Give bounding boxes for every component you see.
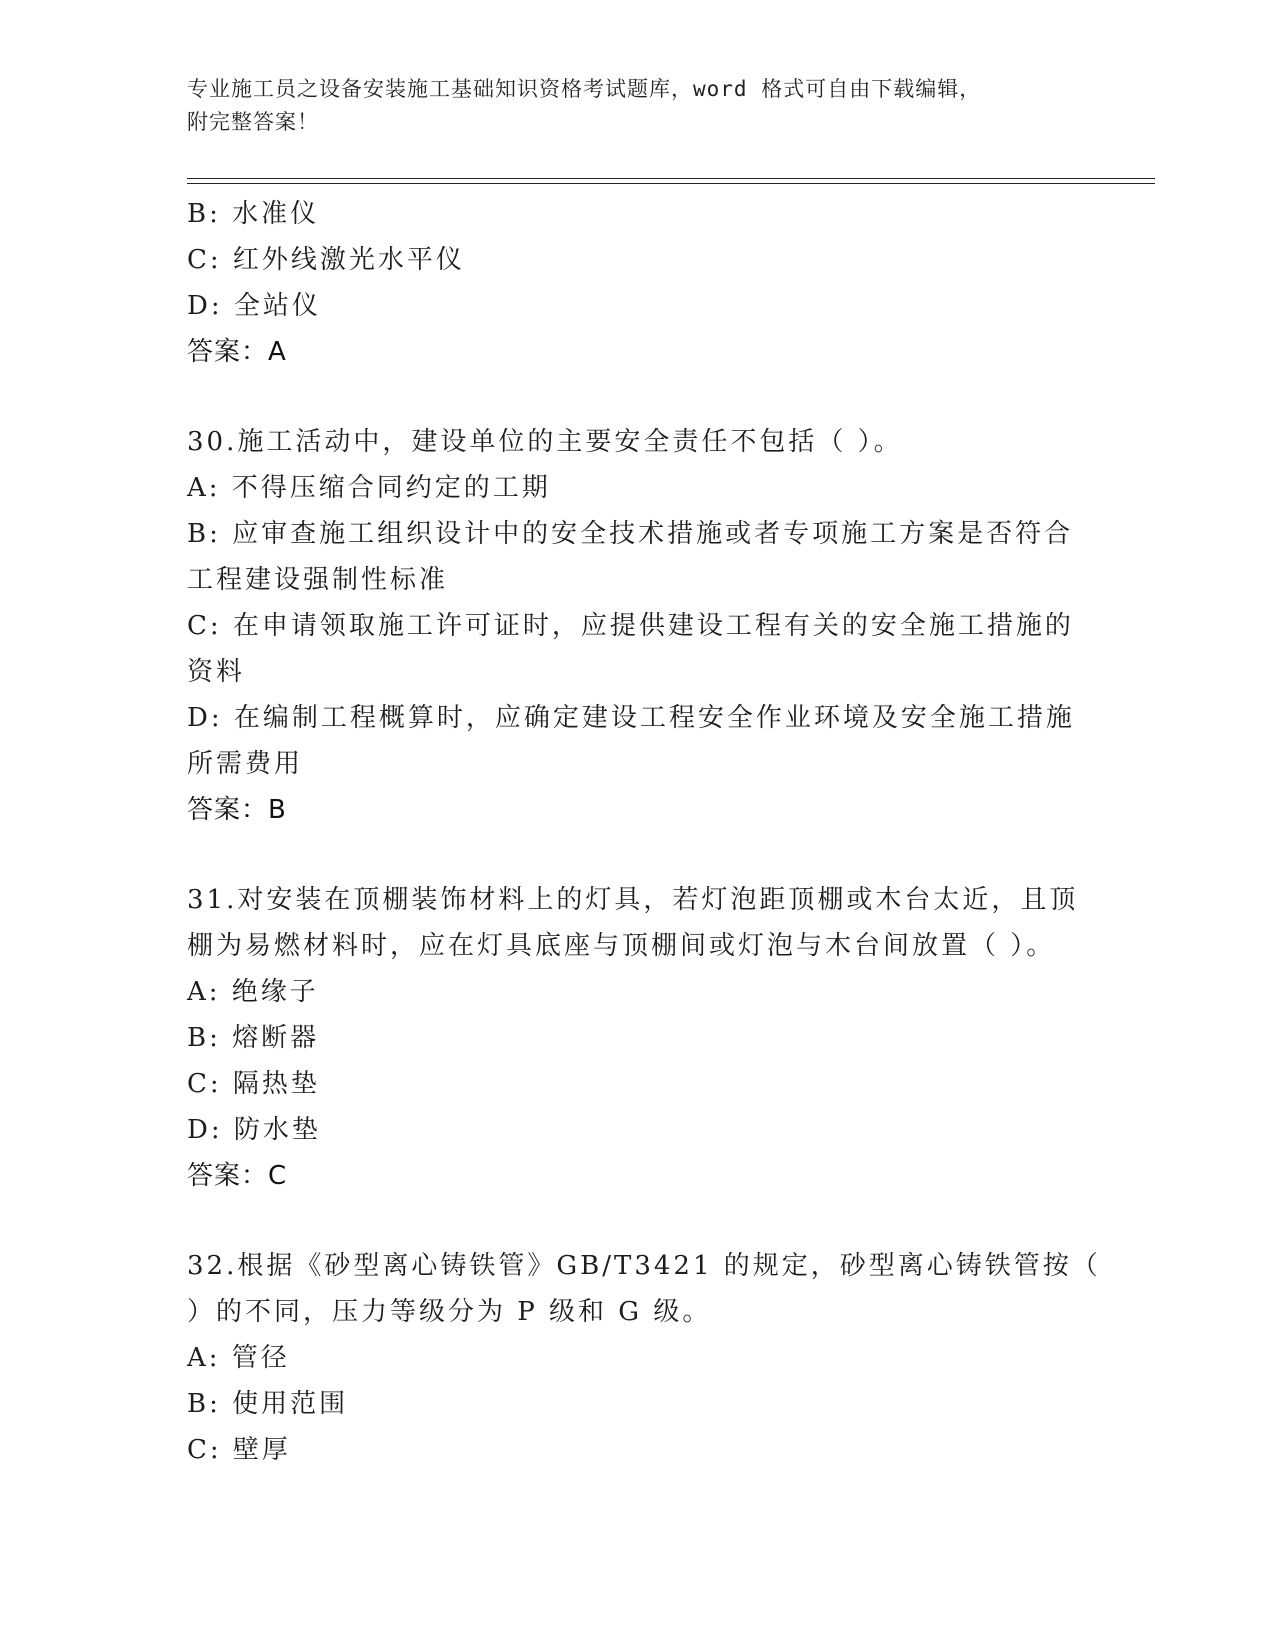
q30-option-a: A: 不得压缩合同约定的工期 xyxy=(187,473,551,503)
q31-option-d: D: 防水垫 xyxy=(187,1115,321,1145)
q29-answer: 答案：A xyxy=(187,337,287,367)
q30-option-d-line-2: 所需费用 xyxy=(187,749,304,779)
q29-option-d: D: 全站仪 xyxy=(187,291,321,321)
question-29-block xyxy=(187,191,1087,375)
question-list xyxy=(187,191,1101,1473)
spacer xyxy=(187,375,1087,419)
spacer xyxy=(187,1199,1087,1243)
q30-option-c-line-2: 资料 xyxy=(187,657,246,687)
header-divider-top xyxy=(187,178,1155,179)
q32-option-a: A: 管径 xyxy=(187,1343,290,1373)
q30-option-b-line-2: 工程建设强制性标准 xyxy=(187,565,449,595)
q32-stem-line-1: 32.根据《砂型离心铸铁管》GB/T3421 的规定，砂型离心铸铁管按（ xyxy=(187,1251,1101,1281)
spacer xyxy=(187,833,1087,877)
q31-option-c: C: 隔热垫 xyxy=(187,1069,320,1099)
q30-option-b-line-1: B: 应审查施工组织设计中的安全技术措施或者专项施工方案是否符合 xyxy=(187,519,1074,549)
question-32-block xyxy=(187,1243,1101,1473)
q31-stem-line-1: 31.对安装在顶棚装饰材料上的灯具，若灯泡距顶棚或木台太近，且顶 xyxy=(187,885,1079,915)
q30-option-d-line-1: D: 在编制工程概算时，应确定建设工程安全作业环境及安全施工措施 xyxy=(187,703,1075,733)
question-30-block xyxy=(187,419,1087,833)
q32-option-b: B: 使用范围 xyxy=(187,1389,349,1419)
header-note-line-2: 附完整答案！ xyxy=(187,110,319,134)
q30-option-c-line-1: C: 在申请领取施工许可证时，应提供建设工程有关的安全施工措施的 xyxy=(187,611,1074,641)
q29-option-b: B: 水准仪 xyxy=(187,199,320,229)
header-note-line-1: 专业施工员之设备安装施工基础知识资格考试题库，word 格式可自由下载编辑， xyxy=(187,77,982,101)
header-divider-bottom xyxy=(187,183,1155,184)
q30-answer: 答案：B xyxy=(187,795,287,825)
q31-option-a: A: 绝缘子 xyxy=(187,977,319,1007)
q29-option-c: C: 红外线激光水平仪 xyxy=(187,245,465,275)
document-header-note xyxy=(187,73,1067,139)
q31-stem-line-2: 棚为易燃材料时，应在灯具底座与顶棚间或灯泡与木台间放置（ ）。 xyxy=(187,931,1056,961)
q32-stem-line-2: ）的不同，压力等级分为 P 级和 G 级。 xyxy=(187,1297,712,1327)
q31-option-b: B: 熔断器 xyxy=(187,1023,320,1053)
q30-stem: 30.施工活动中，建设单位的主要安全责任不包括（ ）。 xyxy=(187,427,903,457)
q32-option-c: C: 壁厚 xyxy=(187,1435,291,1465)
question-31-block xyxy=(187,877,1087,1199)
q31-answer: 答案：C xyxy=(187,1161,288,1191)
